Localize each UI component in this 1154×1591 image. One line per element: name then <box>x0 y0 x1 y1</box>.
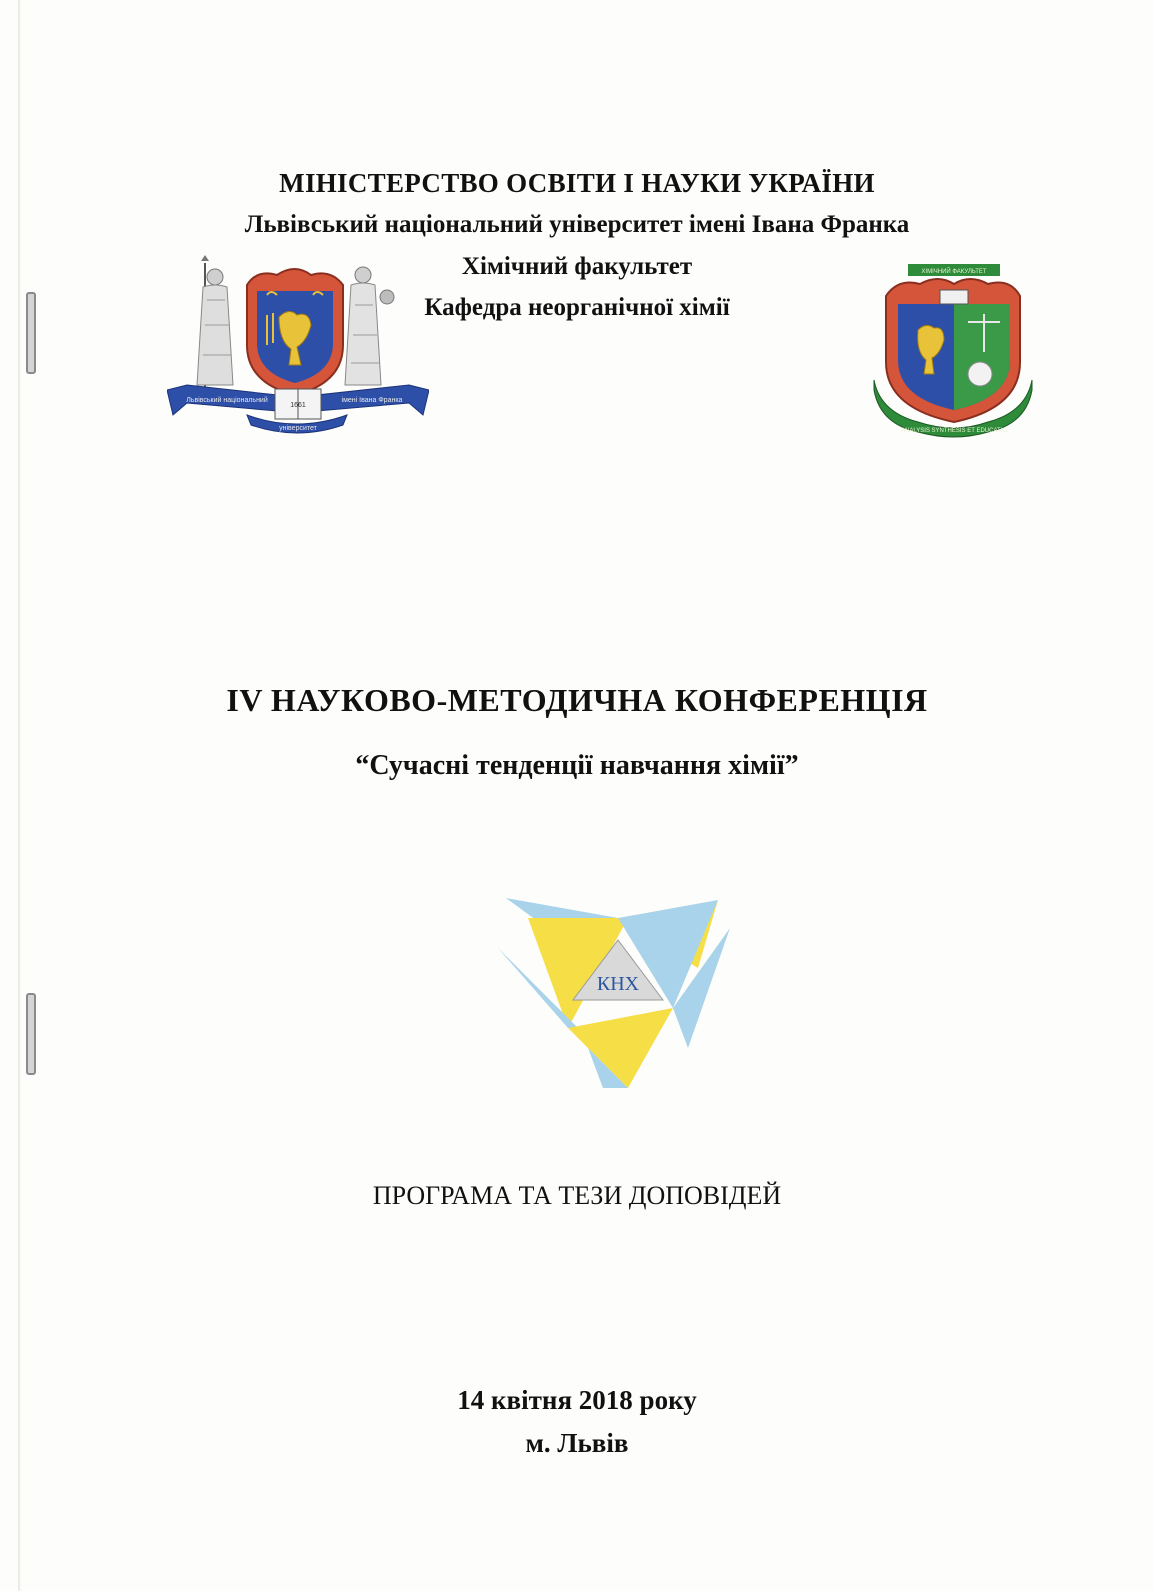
ribbon-right-text: імені Івана Франка <box>341 397 403 404</box>
conference-triangle-logo-icon <box>498 898 738 1093</box>
conference-date: 14 квітня 2018 року <box>457 1385 697 1415</box>
ribbon-left-text: Львівський національний <box>186 397 268 404</box>
ministry-heading: МІНІСТЕРСТВО ОСВІТИ І НАУКИ УКРАЇНИ <box>279 168 875 198</box>
chemistry-faculty-coat-of-arms-icon <box>868 262 1038 438</box>
staple-bottom <box>26 993 36 1075</box>
university-name: Львівський національний університет імені Івана Франка <box>244 211 910 238</box>
faculty-top-banner: ХІМІЧНИЙ ФАКУЛЬТЕТ <box>921 269 987 275</box>
program-label: ПРОГРАМА ТА ТЕЗИ ДОПОВІДЕЙ <box>372 1181 782 1210</box>
conference-city: м. Львів <box>525 1428 629 1458</box>
faculty-name: Хімічний факультет <box>461 253 693 280</box>
department-name: Кафедра неорганічної хімії <box>424 294 730 321</box>
university-coat-of-arms-icon <box>167 255 429 437</box>
conference-subtitle: “Сучасні тенденції навчання хімії” <box>355 750 799 781</box>
book-text: 1661 <box>290 402 306 409</box>
conference-title: IV НАУКОВО-МЕТОДИЧНА КОНФЕРЕНЦІЯ <box>226 682 928 718</box>
ribbon-bottom-text: університет <box>279 425 317 432</box>
logo-text: КНХ <box>596 973 640 995</box>
faculty-ribbon-text: ANALYSIS SYNTHESIS ET EDUCATIO <box>900 428 1008 434</box>
